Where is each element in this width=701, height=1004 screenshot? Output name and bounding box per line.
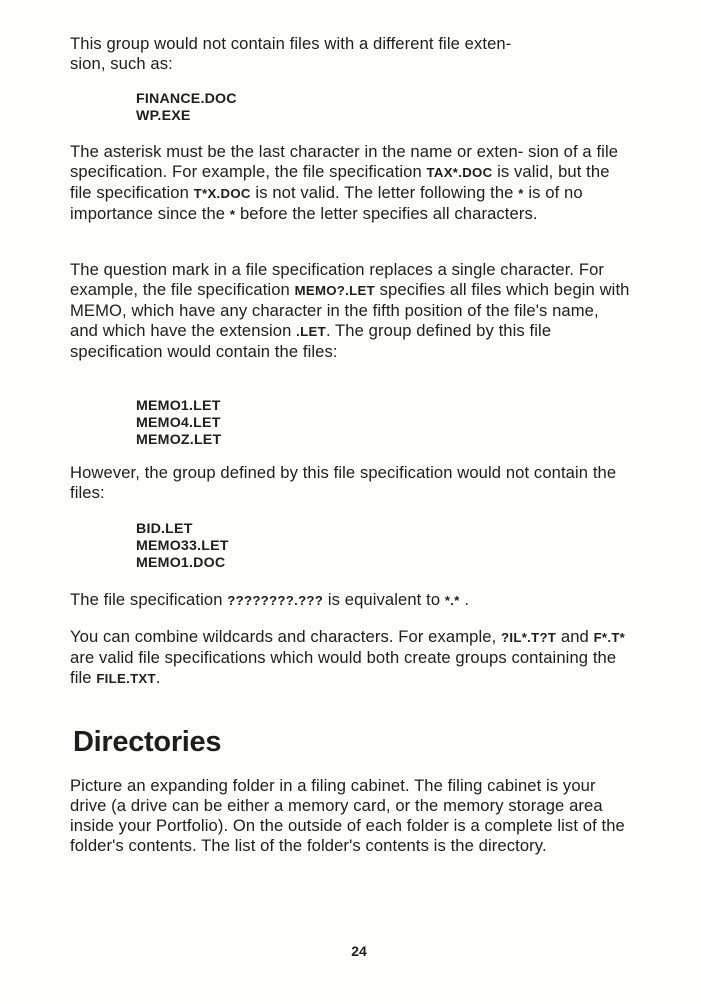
- file-spec-code: T*X.DOC: [193, 186, 251, 201]
- file-spec-code: ????????.???: [227, 593, 324, 608]
- paragraph-asterisk: [70, 142, 630, 225]
- paragraph-directories: [70, 776, 630, 856]
- list-item: MEMOZ.LET: [136, 432, 222, 448]
- paragraph-intro: [70, 34, 630, 74]
- extension-code: .LET: [296, 324, 326, 339]
- text-run: is of no importance since the: [70, 183, 583, 223]
- paragraph-question-mark: [70, 260, 630, 362]
- text-run: is equivalent to: [323, 590, 445, 609]
- text-run: The asterisk must be the last character in the name or exten- sion of a file specification. For example, the file specification: [70, 142, 619, 181]
- file-spec-code: *.*: [444, 593, 460, 608]
- example-file-list-1: [136, 91, 237, 125]
- list-item: WP.EXE: [136, 108, 191, 124]
- file-spec-code: ?IL*.T?T: [501, 630, 557, 645]
- text-run: However, the group defined by this file specification would not contain the files:: [70, 463, 617, 502]
- list-item: FINANCE.DOC: [136, 91, 237, 107]
- list-item: MEMO33.LET: [136, 538, 229, 554]
- file-spec-code: TAX*.DOC: [426, 165, 493, 180]
- text-run: The question mark in a file specification replaces a single character. For example, the file specification: [70, 260, 605, 299]
- text-run: .: [155, 668, 161, 687]
- list-item: MEMO1.LET: [136, 398, 221, 414]
- text-run: are valid file specifications which would both create groups containing the file: [70, 648, 617, 687]
- text-run: The file specification: [70, 590, 228, 609]
- file-spec-code: MEMO?.LET: [294, 283, 375, 298]
- asterisk-code: *: [229, 207, 236, 222]
- section-heading: Directories: [73, 726, 222, 758]
- text-run: is valid, but the file specification: [70, 162, 610, 202]
- file-name-code: FILE.TXT: [96, 671, 156, 686]
- text-run: Picture an expanding folder in a filing cabinet. The filing cabinet is your drive (a drive can be either a memory card, or the memory storage area inside your Portfolio). On the outside of each folder is a complete list of the folder's contents. The list of the folder's contents is the directory.: [70, 776, 625, 855]
- text-run: . The group defined by this file specification would contain the files:: [70, 321, 552, 361]
- asterisk-code: *: [518, 186, 524, 201]
- paragraph-however: [70, 463, 630, 503]
- example-file-list-2: [136, 398, 221, 449]
- text-run: specifies all files which begin with MEMO, which have any character in the fifth position of the file's name, and which have the extension: [70, 280, 630, 340]
- paragraph-intro-line1: This group would not contain files with a different file exten-: [70, 34, 512, 53]
- text-run: You can combine wildcards and characters. For example,: [70, 627, 502, 646]
- paragraph-combine: [70, 627, 630, 689]
- text-run: before the letter specifies all characters.: [235, 204, 538, 223]
- file-spec-code: F*.T*: [593, 630, 626, 645]
- text-run: .: [459, 590, 470, 609]
- list-item: MEMO4.LET: [136, 415, 221, 431]
- list-item: BID.LET: [136, 521, 193, 537]
- text-run: is not valid. The letter following the: [250, 183, 519, 202]
- paragraph-intro-line2: sion, such as:: [70, 54, 173, 73]
- page-number: 24: [351, 943, 367, 959]
- paragraph-equivalent: [70, 590, 630, 611]
- list-item: MEMO1.DOC: [136, 555, 226, 571]
- text-run: and: [556, 627, 594, 646]
- example-file-list-3: [136, 521, 229, 572]
